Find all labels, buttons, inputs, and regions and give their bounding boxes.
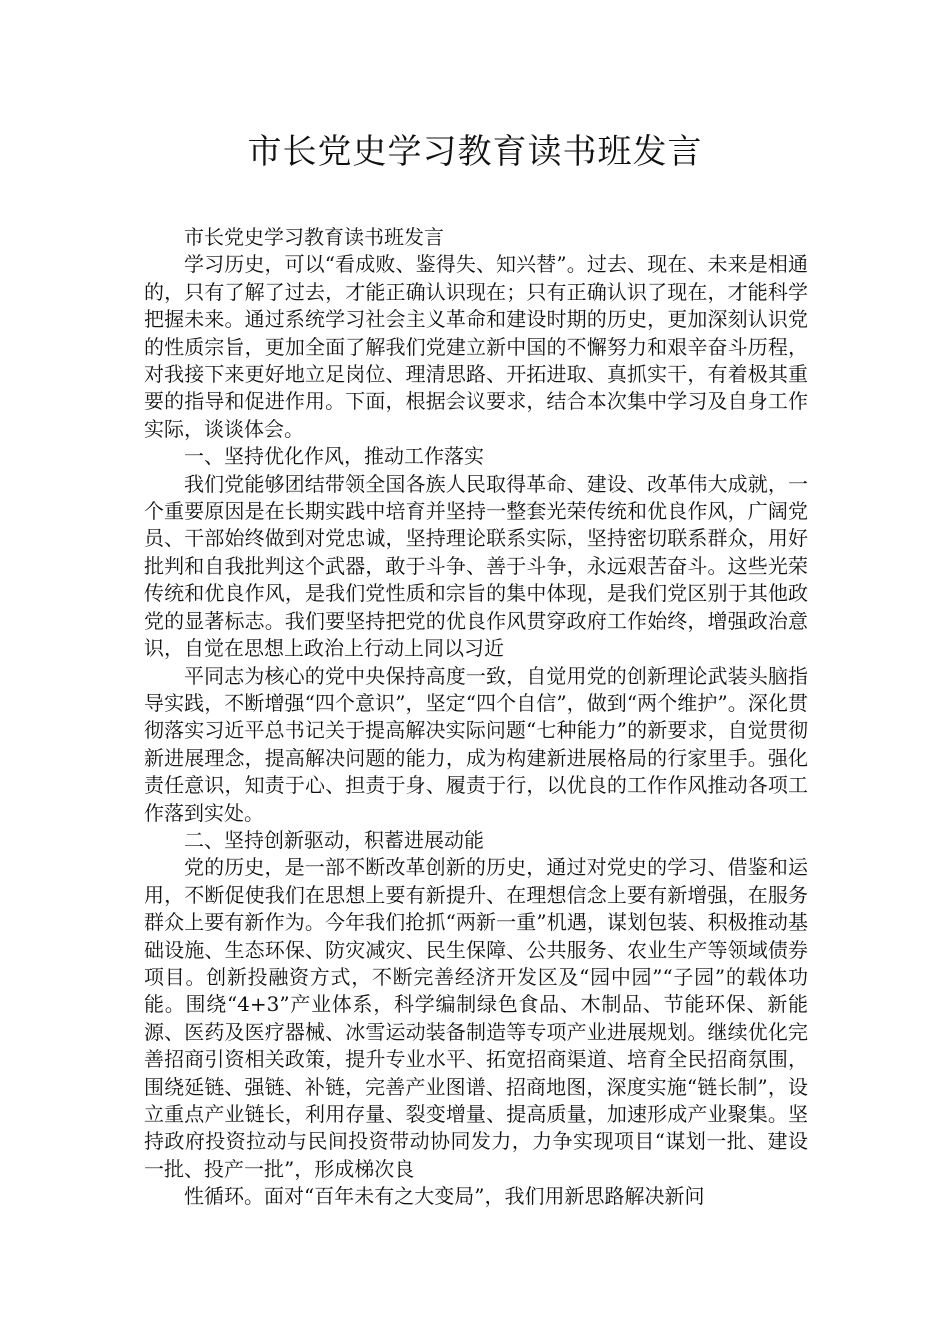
body-paragraph-section1-cont: 平同志为核心的党中央保持高度一致，自觉用党的创新理论武装头脑指导实践，不断增强“四个意识”，坚定“四个自信”，做到“两个维护”。深化贯彻落实习近平总书记关于提高解决实际问题“七种能力”的新要求，自觉贯彻新进展理念，提高解决问题的能力，成为构建新进展格局的行家里手。强化责任意识，知责于心、担责于身、履责于行，以优良的工作作风推动各项工作落到实处。 — [144, 663, 808, 825]
body-paragraph-section1: 我们党能够团结带领全国各族人民取得革命、建设、改革伟大成就，一个重要原因是在长期实践中培育并坚持一整套光荣传统和优良作风，广阔党员、干部始终做到对党忠诚，坚持理论联系实际，坚持密切联系群众，用好批判和自我批判这个武器，敢于斗争、善于斗争，永远艰苦奋斗。这些光荣传统和优良作风，是我们党性质和宗旨的集中体现，是我们党区别于其他政党的显著标志。我们要坚持把党的优良作风贯穿政府工作始终，增强政治意识，自觉在思想上政治上行动上同以习近 — [144, 471, 808, 661]
section-heading-1: 一、坚持优化作风，推动工作落实 — [184, 444, 484, 469]
section-heading-2: 二、坚持创新驱动，积蓄进展动能 — [184, 827, 484, 852]
document-body — [144, 224, 808, 1211]
body-paragraph-intro: 学习历史，可以“看成败、鉴得失、知兴替”。过去、现在、未来是相通的，只有了解了过去，才能正确认识现在；只有正确认识了现在，才能科学把握未来。通过系统学习社会主义革命和建设时期的历史，更加深刻认识党的性质宗旨，更加全面了解我们党建立新中国的不懈努力和艰辛奋斗历程，对我接下来更好地立足岗位、理清思路、开拓进取、真抓实干，有着极其重要的指导和促进作用。下面，根据会议要求，结合本次集中学习及自身工作实际，谈谈体会。 — [144, 252, 808, 441]
document-title: 市长党史学习教育读书班发言 — [247, 132, 703, 172]
body-paragraph-section2: 党的历史，是一部不断改革创新的历史，通过对党史的学习、借鉴和运用，不断促使我们在思想上要有新提升、在理想信念上要有新增强，在服务群众上要有新作为。今年我们抢抓“两新一重”机遇，谋划包装、积极推动基础设施、生态环保、防灾减灾、民生保障、公共服务、农业生产等领域债券项目。创新投融资方式，不断完善经济开发区及“园中园”“子园”的载体功能。围绕“4+3”产业体系，科学编制绿色食品、木制品、节能环保、新能源、医药及医疗器械、冰雪运动装备制造等专项产业进展规划。继续优化完善招商引资相关政策，提升专业水平、拓宽招商渠道、培育全民招商氛围，围绕延链、强链、补链，完善产业图谱、招商地图，深度实施“链长制”，设立重点产业链长，利用存量、裂变增量、提高质量，加速形成产业聚集。坚持政府投资拉动与民间投资带动协同发力，力争实现项目“谋划一批、建设一批、投产一批”，形成梯次良 — [144, 855, 808, 1181]
body-paragraph-section2-cont: 性循环。面对“百年未有之大变局”，我们用新思路解决新问 — [184, 1184, 705, 1209]
body-paragraph-heading: 市长党史学习教育读书班发言 — [184, 225, 444, 249]
